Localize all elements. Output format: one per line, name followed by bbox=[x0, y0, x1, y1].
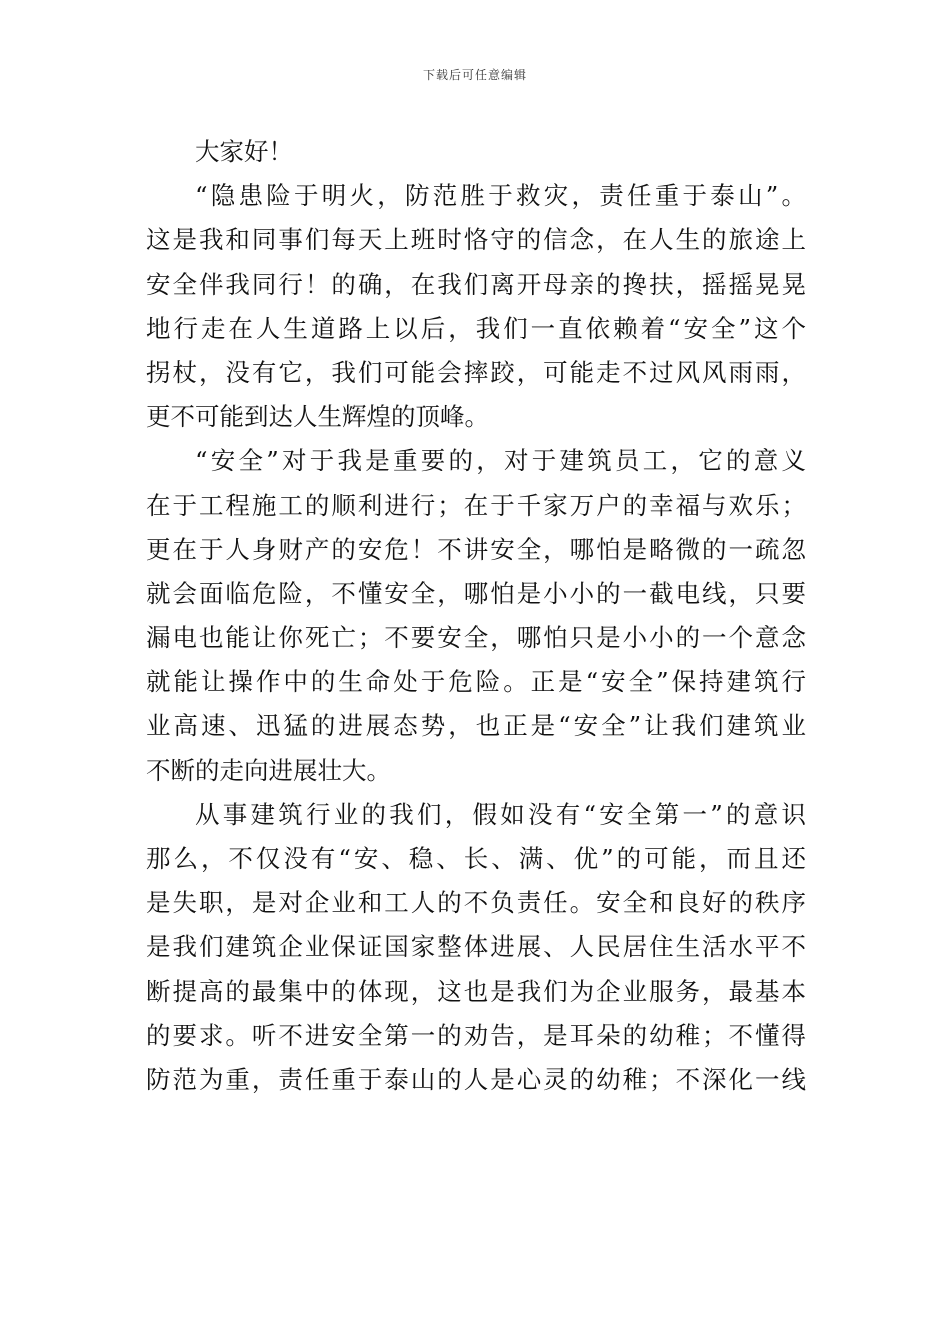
paragraph-line: 就会面临危险，不懂安全，哪怕是小小的一截电线，只要 bbox=[146, 578, 806, 608]
paragraph-line: 那么，不仅没有“安、稳、长、满、优”的可能，而且还 bbox=[146, 844, 806, 873]
paragraph-line: 是我们建筑企业保证国家整体进展、人民居住生活水平不 bbox=[146, 932, 806, 962]
paragraph-line: 断提高的最集中的体现，这也是我们为企业服务，最基本 bbox=[146, 976, 806, 1006]
paragraph-line: 安全伴我同行！的确，在我们离开母亲的搀扶，摇摇晃晃 bbox=[146, 269, 806, 299]
paragraph-line: 更在于人身财产的安危！不讲安全，哪怕是略微的一疏忽 bbox=[146, 534, 806, 564]
paragraph-line: 更不可能到达人生辉煌的顶峰。 bbox=[146, 402, 489, 432]
paragraph-line: 在于工程施工的顺利进行；在于千家万户的幸福与欢乐； bbox=[146, 490, 806, 520]
paragraph-line: 地行走在人生道路上以后，我们一直依赖着“安全”这个 bbox=[146, 313, 806, 343]
paragraph-line: 是失职，是对企业和工人的不负责任。安全和良好的秩序 bbox=[146, 888, 806, 918]
paragraph-line: 这是我和同事们每天上班时恪守的信念，在人生的旅途上 bbox=[146, 225, 806, 255]
paragraph-line: 从事建筑行业的我们，假如没有“安全第一”的意识 bbox=[195, 799, 806, 829]
paragraph-line: 业高速、迅猛的进展态势，也正是“安全”让我们建筑业 bbox=[146, 711, 806, 741]
paragraph-line: 的要求。听不进安全第一的劝告，是耳朵的幼稚；不懂得 bbox=[146, 1020, 806, 1050]
document-body bbox=[146, 130, 806, 1102]
header-note: 下载后可任意编辑 bbox=[422, 68, 527, 82]
paragraph-line: “隐患险于明火，防范胜于救灾，责任重于泰山”。 bbox=[195, 181, 806, 211]
paragraph-line: 漏电也能让你死亡；不要安全，哪怕只是小小的一个意念 bbox=[146, 623, 806, 653]
paragraph-line: “安全”对于我是重要的，对于建筑员工，它的意义 bbox=[195, 446, 806, 476]
paragraph-line: 拐杖，没有它，我们可能会摔跤，可能走不过风风雨雨， bbox=[146, 357, 806, 387]
paragraph-line: 就能让操作中的生命处于危险。正是“安全”保持建筑行 bbox=[146, 667, 806, 697]
paragraph-line: 不断的走向进展壮大。 bbox=[146, 755, 391, 785]
paragraph-line: 防范为重，责任重于泰山的人是心灵的幼稚；不深化一线 bbox=[146, 1064, 806, 1094]
paragraph-line: 大家好！ bbox=[195, 137, 293, 166]
